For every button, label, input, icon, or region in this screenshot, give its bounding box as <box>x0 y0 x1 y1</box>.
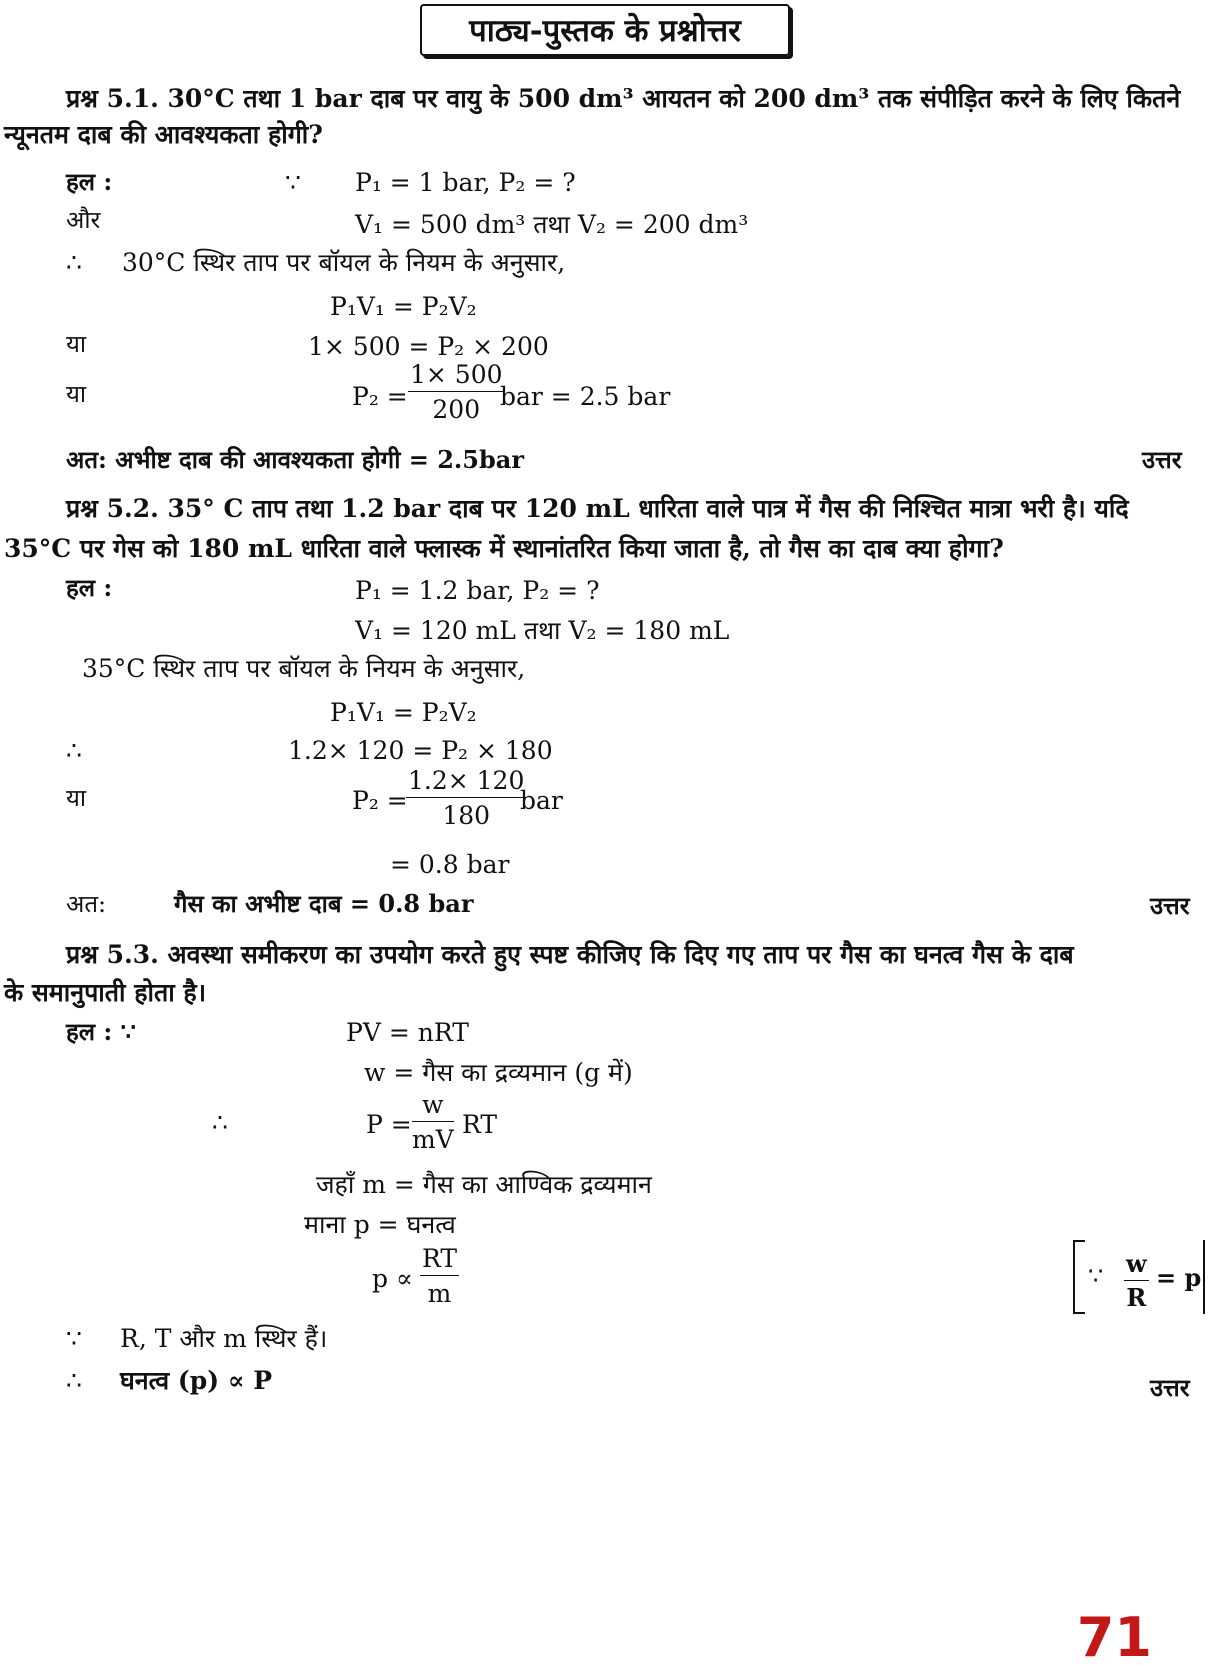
q2-given2: V₁ = 120 mL तथा V₂ = 180 mL <box>355 616 730 645</box>
page-number: 71 <box>1076 1606 1152 1669</box>
q1-ya1: या <box>66 330 87 358</box>
q3-fraction2-numerator: w <box>412 1092 454 1122</box>
q3-equation3-fraction <box>420 1246 459 1306</box>
q3-equation3-lhs: p ∝ <box>372 1264 413 1293</box>
q2-equation3-fraction <box>406 768 526 828</box>
q3-bracket-denominator: R <box>1126 1283 1147 1312</box>
q1-therefore: ∴ <box>66 248 82 277</box>
q1-equation3-rhs: bar = 2.5 bar <box>500 382 671 411</box>
q3-question-line1: प्रश्न 5.3. अवस्था समीकरण का उपयोग करते हुए स्पष्ट कीजिए कि दिए गए ताप पर गैस का घनत्व गैस के दाब <box>66 940 1074 969</box>
q3-w-definition: w = गैस का द्रव्यमान (g में) <box>364 1058 633 1087</box>
q1-since-symbol: ∵ <box>285 168 301 197</box>
page-title <box>420 4 790 56</box>
q2-boyle-statement: 35°C स्थिर ताप पर बॉयल के नियम के अनुसार, <box>82 654 526 683</box>
q3-equation2-lhs: P = <box>366 1110 412 1139</box>
q3-bracket-since: ∵ <box>1088 1262 1104 1290</box>
q2-therefore: ∴ <box>66 736 82 765</box>
q3-equation2-fraction <box>412 1092 454 1152</box>
q1-equation1: P₁V₁ = P₂V₂ <box>330 292 477 321</box>
q2-equation3-lhs: P₂ = <box>352 786 408 815</box>
q3-since-symbol: ∵ <box>66 1324 82 1353</box>
q2-equation3-rhs: bar <box>520 786 563 815</box>
q1-fraction-denominator: 200 <box>432 395 481 424</box>
q3-question-line2: के समानुपाती होता है। <box>4 978 207 1007</box>
q1-ya2: या <box>66 380 87 408</box>
q2-fraction-denominator: 180 <box>442 801 491 830</box>
q3-p-definition: माना p = घनत्व <box>304 1210 456 1239</box>
q1-conclusion: अत: अभीष्ट दाब की आवश्यकता होगी = 2.5bar <box>66 445 524 474</box>
q1-question-line2: न्यूनतम दाब की आवश्यकता होगी? <box>4 120 323 149</box>
page-title-text: पाठ्य-पुस्तक के प्रश्नोत्तर <box>469 13 741 49</box>
q3-final-relation: घनत्व (p) ∝ P <box>120 1366 273 1395</box>
q3-bracket-fraction <box>1124 1249 1149 1312</box>
q2-ata: अत: <box>66 890 107 918</box>
q2-given1: P₁ = 1.2 bar, P₂ = ? <box>355 576 600 605</box>
q2-equation4: = 0.8 bar <box>390 850 510 879</box>
q3-hal-label: हल : ∵ <box>66 1017 136 1046</box>
q2-hal-label: हल : <box>66 573 113 602</box>
q3-m-definition: जहाँ m = गैस का आण्विक द्रव्यमान <box>316 1170 652 1199</box>
q1-fraction-numerator: 1× 500 <box>408 362 505 392</box>
q3-bracket-numerator: w <box>1124 1252 1149 1281</box>
q1-answer-label: उत्तर <box>1142 445 1182 474</box>
q2-question-line1: प्रश्न 5.2. 35° C ताप तथा 1.2 bar दाब पर 120 mL धारिता वाले पात्र में गैस की निश्चित मात्रा भरी है। यदि <box>66 494 1129 523</box>
q1-hal-label: हल : <box>66 167 113 196</box>
q3-therefore: ∴ <box>212 1108 228 1137</box>
q3-bracket-rhs: = p <box>1156 1263 1202 1292</box>
q3-answer-label: उत्तर <box>1150 1373 1190 1402</box>
q3-fraction2-denominator: mV <box>412 1125 454 1154</box>
q1-question-line1: प्रश्न 5.1. 30°C तथा 1 bar दाब पर वायु के 500 dm³ आयतन को 200 dm³ तक संपीड़ित करने के लिए कितने <box>66 84 1181 113</box>
q3-fraction3-numerator: RT <box>420 1246 459 1276</box>
q1-equation3-fraction <box>408 362 505 422</box>
q3-therefore2: ∴ <box>66 1366 82 1395</box>
q3-fraction3-denominator: m <box>427 1279 452 1308</box>
q2-ya: या <box>66 784 87 812</box>
q1-aur: और <box>66 206 101 234</box>
q3-constants-line: R, T और m स्थिर हैं। <box>120 1324 328 1353</box>
q2-equation2: 1.2× 120 = P₂ × 180 <box>288 736 553 765</box>
q1-boyle-statement: 30°C स्थिर ताप पर बॉयल के नियम के अनुसार, <box>122 248 566 277</box>
q2-equation1: P₁V₁ = P₂V₂ <box>330 698 477 727</box>
q1-equation3-lhs: P₂ = <box>352 382 408 411</box>
q3-equation1: PV = nRT <box>346 1018 469 1047</box>
q3-equation2-rhs: RT <box>462 1110 498 1139</box>
q2-conclusion: गैस का अभीष्ट दाब = 0.8 bar <box>174 889 474 918</box>
q2-question-line2: 35°C पर गेस को 180 mL धारिता वाले फ्लास्क में स्थानांतरित किया जाता है, तो गैस का दाब क्या होगा? <box>4 534 1004 563</box>
q1-given2: V₁ = 500 dm³ तथा V₂ = 200 dm³ <box>355 210 749 239</box>
q2-answer-label: उत्तर <box>1150 891 1190 920</box>
q1-equation2: 1× 500 = P₂ × 200 <box>308 332 549 361</box>
q2-fraction-numerator: 1.2× 120 <box>406 768 526 798</box>
q1-given1: P₁ = 1 bar, P₂ = ? <box>355 168 576 197</box>
